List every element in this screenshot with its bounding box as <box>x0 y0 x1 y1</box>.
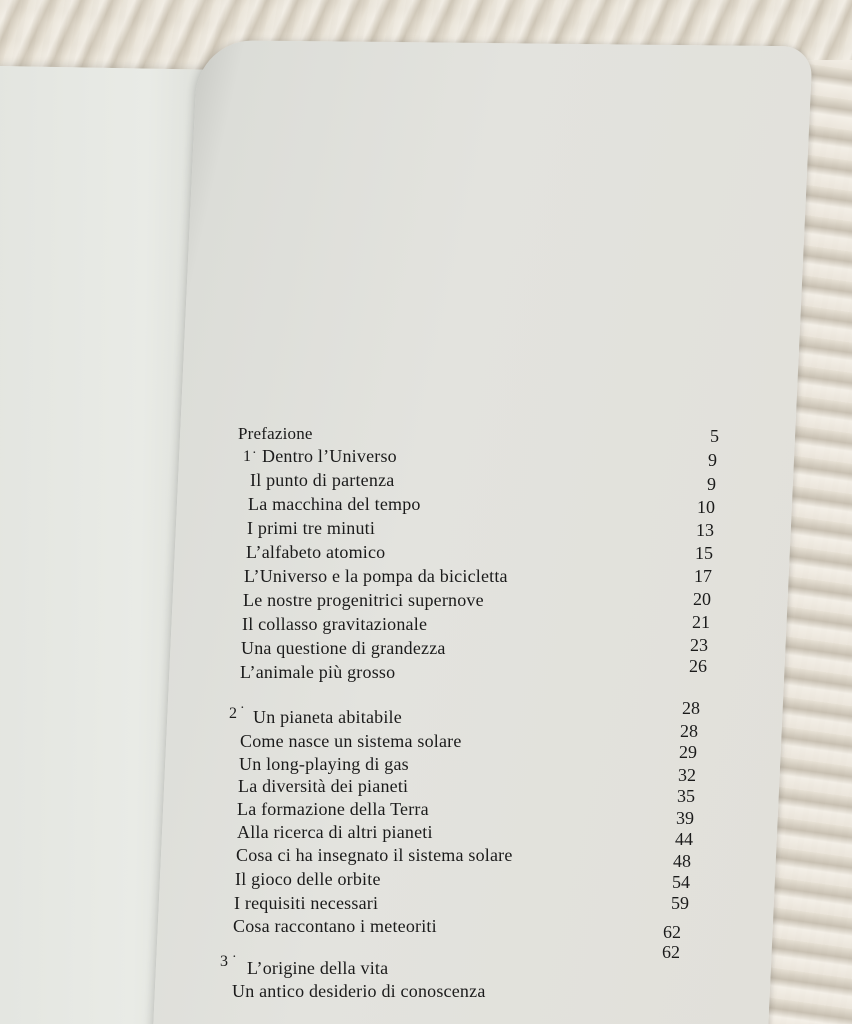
toc-chapter-title: Un pianeta abitabile <box>253 707 402 727</box>
toc-chapter-title: L’origine della vita <box>247 958 389 978</box>
toc-section-title: L’Universo e la pompa da bicicletta <box>244 566 508 586</box>
toc-section-title: Un antico desiderio di conoscenza <box>232 981 486 1001</box>
toc-section-title: Alla ricerca di altri pianeti <box>237 822 433 842</box>
toc-section-title: Un long-playing di gas <box>239 754 409 774</box>
toc-section-page: 26 <box>689 656 707 676</box>
toc-section-title: Cosa raccontano i meteoriti <box>233 916 437 936</box>
toc-section-page: 29 <box>679 742 697 762</box>
toc-section-page: 59 <box>671 893 689 913</box>
toc-chapter-number: 2 <box>229 705 238 722</box>
toc-chapter-separator: · <box>240 701 245 716</box>
toc-section-page: 54 <box>672 872 690 892</box>
toc-preface-page: 5 <box>710 426 719 446</box>
toc-section-page: 9 <box>707 474 716 494</box>
toc-chapter-number: 3 <box>220 953 229 970</box>
toc-section-title: Come nasce un sistema solare <box>240 731 462 751</box>
toc-section-title: Il collasso gravitazionale <box>242 614 428 634</box>
toc-section-page: 17 <box>694 566 712 586</box>
toc-section-page: 15 <box>695 543 713 563</box>
toc-section-title: La formazione della Terra <box>237 799 429 819</box>
toc-chapter-title: Dentro l’Universo <box>262 446 397 466</box>
toc-section-title: Cosa ci ha insegnato il sistema solare <box>236 845 513 865</box>
toc-section-page: 10 <box>697 497 715 517</box>
toc-section-page: 20 <box>693 589 711 609</box>
toc-section-page: 32 <box>678 765 696 785</box>
toc-chapter-page: 28 <box>682 698 700 718</box>
toc-section-title: Le nostre progenitrici supernove <box>243 590 484 610</box>
toc-chapter-separator: · <box>252 446 257 461</box>
toc-chapter-page: 9 <box>708 450 717 470</box>
toc-section-page: 39 <box>676 808 694 828</box>
toc-section-title: Una questione di grandezza <box>241 638 446 658</box>
toc-section-title: I primi tre minuti <box>247 518 376 538</box>
toc-section-page: 28 <box>680 721 698 741</box>
toc-section-page: 21 <box>692 612 710 632</box>
toc-section-page: 35 <box>677 786 695 806</box>
toc-section-page: 48 <box>673 851 691 871</box>
toc-section-title: I requisiti necessari <box>234 893 379 913</box>
toc-preface-title: Prefazione <box>238 424 313 443</box>
toc-section-title: L’alfabeto atomico <box>246 542 386 562</box>
toc-chapter-page: 62 <box>663 922 681 942</box>
toc-section-title: L’animale più grosso <box>240 662 396 682</box>
toc-section-page: 23 <box>690 635 708 655</box>
toc-chapter-separator: · <box>232 950 237 965</box>
toc-chapter-number: 1 <box>243 448 252 465</box>
toc-section-title: La macchina del tempo <box>248 494 421 514</box>
toc-section-page: 62 <box>662 942 680 962</box>
toc-section-title: Il punto di partenza <box>250 470 395 490</box>
toc-section-title: La diversità dei pianeti <box>238 776 409 796</box>
toc-section-title: Il gioco delle orbite <box>235 869 381 889</box>
toc-section-page: 44 <box>675 829 693 849</box>
toc-section-page: 13 <box>696 520 714 540</box>
